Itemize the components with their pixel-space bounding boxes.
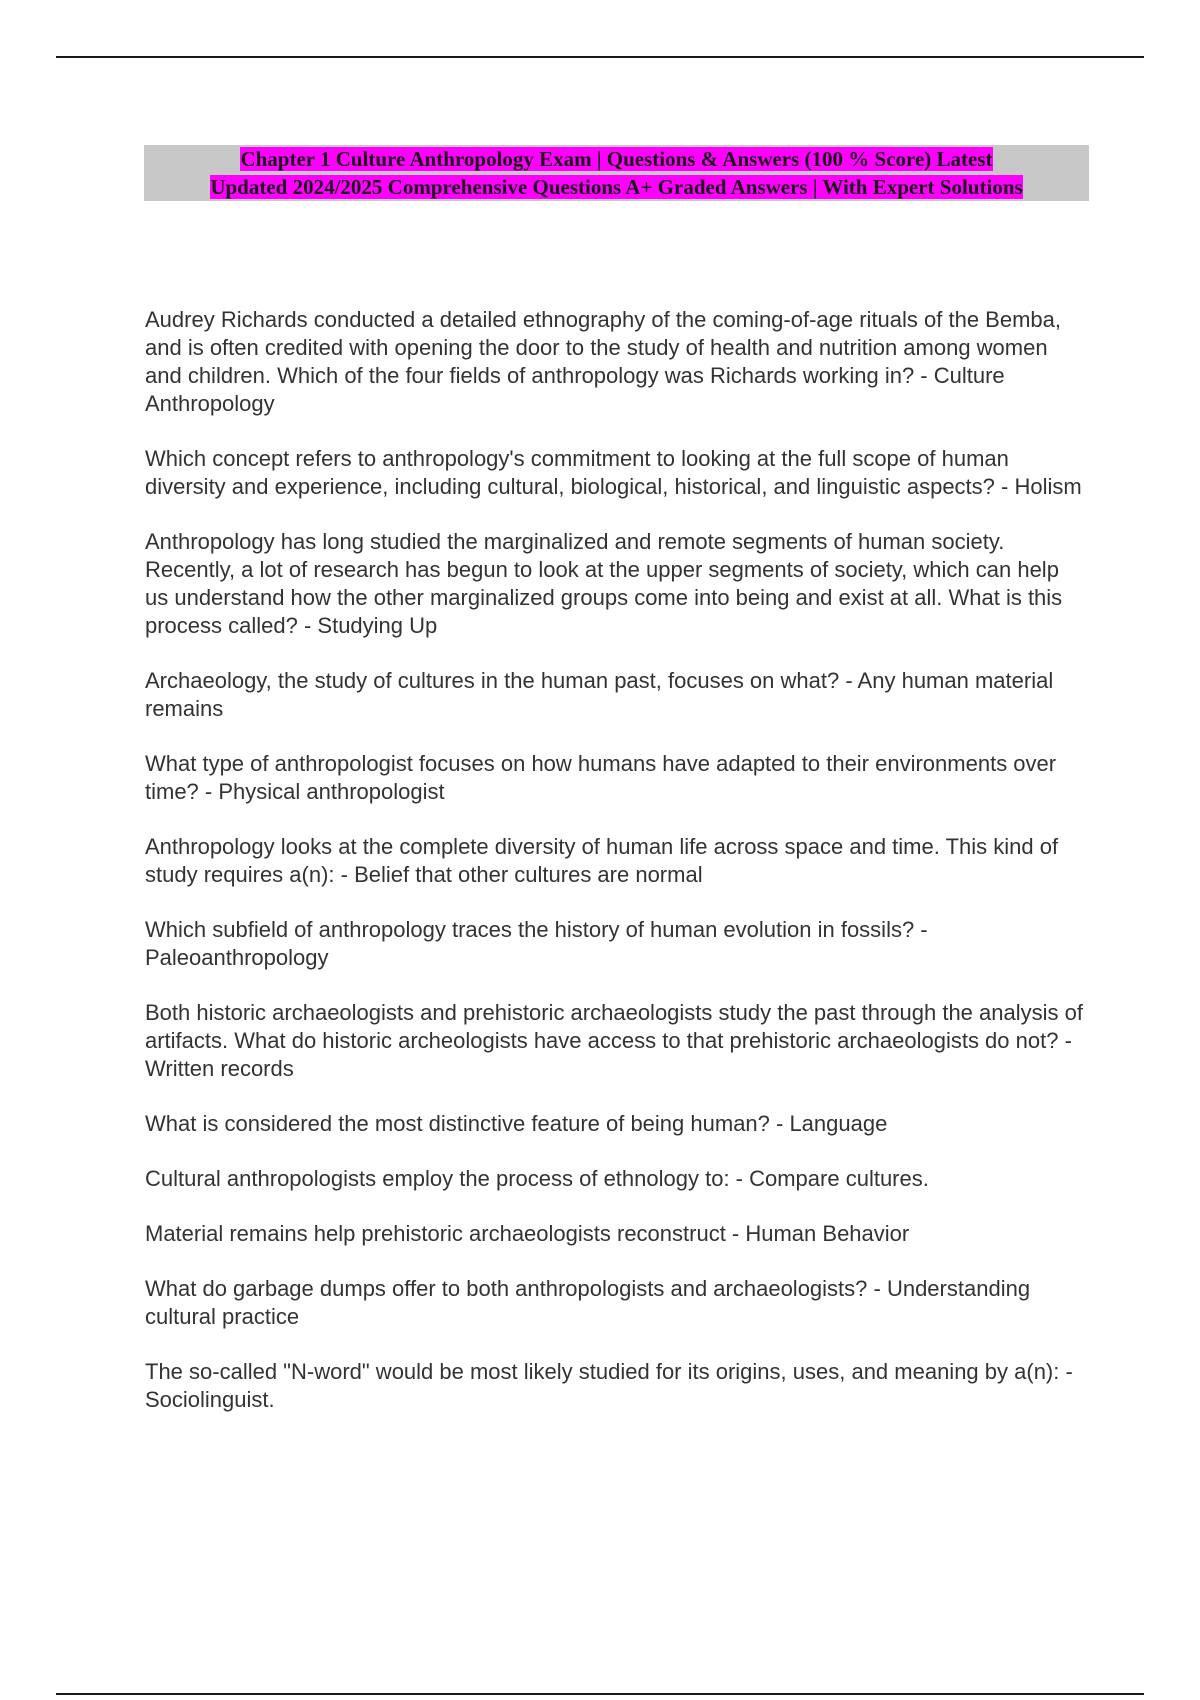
qa-item: Archaeology, the study of cultures in the human past, focuses on what? - Any human material remains (145, 668, 1054, 721)
qa-item: Which subfield of anthropology traces the history of human evolution in fossils? - Paleoanthropology (145, 917, 928, 970)
qa-item: Which concept refers to anthropology's commitment to looking at the full scope of human diversity and experience, including cultural, biological, historical, and linguistic aspects? - Holism (145, 446, 1082, 499)
qa-item: What type of anthropologist focuses on how humans have adapted to their environments over time? - Physical anthropologist (145, 751, 1057, 804)
qa-item: Anthropology looks at the complete diversity of human life across space and time. This kind of study requires a(n): - Belief that other cultures are normal (145, 834, 1059, 887)
qa-item: Material remains help prehistoric archaeologists reconstruct - Human Behavior (145, 1221, 910, 1246)
qa-item: Audrey Richards conducted a detailed ethnography of the coming-of-age rituals of the Bemba, and is often credited with opening the door to the study of health and nutrition among women and children. Which of the four fields of anthropology was Richards working in? - Culture Anthropology (145, 307, 1061, 416)
title-line-2: Updated 2024/2025 Comprehensive Questions A+ Graded Answers | With Expert Solutions (210, 175, 1023, 199)
title-line-1: Chapter 1 Culture Anthropology Exam | Questions & Answers (100 % Score) Latest (240, 147, 993, 171)
document-title (144, 145, 1089, 201)
qa-item: What do garbage dumps offer to both anthropologists and archaeologists? - Understanding cultural practice (145, 1276, 1031, 1329)
qa-item: Anthropology has long studied the marginalized and remote segments of human society. Recently, a lot of research has begun to look at the upper segments of society, which can help us understand how the other marginalized groups come into being and exist at all. What is this process called? - Studying Up (145, 529, 1063, 638)
qa-item: Cultural anthropologists employ the process of ethnology to: - Compare cultures. (145, 1166, 929, 1191)
qa-list (145, 306, 1085, 1441)
bottom-rule (56, 1693, 1144, 1695)
top-rule (56, 56, 1144, 58)
qa-item: Both historic archaeologists and prehistoric archaeologists study the past through the analysis of artifacts. What do historic archeologists have access to that prehistoric archaeologists do not? - Written records (145, 1000, 1083, 1081)
qa-item: The so-called "N-word" would be most likely studied for its origins, uses, and meaning by a(n): - Sociolinguist. (145, 1359, 1073, 1412)
qa-item: What is considered the most distinctive feature of being human? - Language (145, 1111, 888, 1136)
